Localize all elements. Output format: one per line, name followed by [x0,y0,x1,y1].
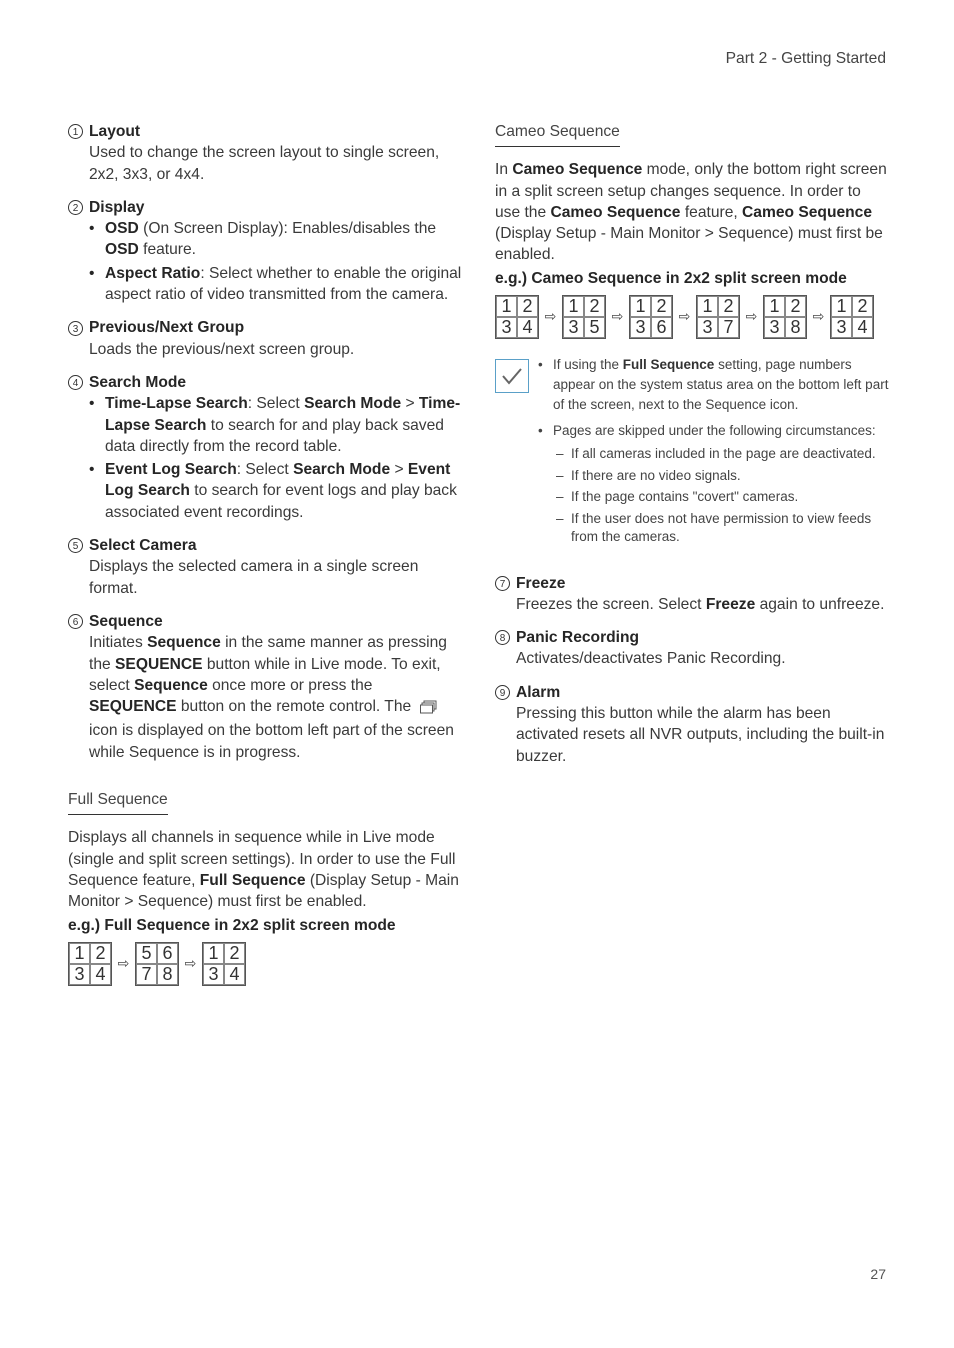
example-label: e.g.) Full Sequence in 2x2 split screen mode [68,916,396,934]
split-screen-grid [202,942,246,986]
arrow-right-icon: ⇨ [611,308,624,325]
number-badge: 7 [495,576,510,591]
section-body: Used to change the screen layout to single screen, 2x2, 3x3, or 4x4. [89,144,440,183]
grid-cell: 3 [69,964,90,985]
section-full-sequence [68,789,463,986]
split-screen-grid [562,295,606,339]
note-dash-item: – If the page contains "covert" cameras. [556,489,799,505]
split-screen-grid [830,295,874,339]
grid-cell: 3 [203,964,224,985]
number-badge: 6 [68,614,83,629]
section-body: In Cameo Sequence mode, only the bottom right screen in a split screen setup changes sequence. In order to use the Cameo Sequence feature, Cameo Sequence (Display Setup - Main Monitor > Sequence) must first be enabled. [495,161,887,264]
section-title: Display [89,198,145,216]
grid-cell: 2 [90,943,111,964]
split-screen-grid [629,295,673,339]
grid-cell: 7 [718,317,739,338]
grid-cell: 4 [224,964,245,985]
grid-cell: 2 [852,296,873,317]
split-screen-grid [68,942,112,986]
section-title: Select Camera [89,537,197,555]
arrow-right-icon: ⇨ [184,955,197,972]
full-sequence-diagram [68,942,463,986]
section-title: Previous/Next Group [89,319,245,337]
grid-cell: 2 [584,296,605,317]
grid-cell: 2 [517,296,538,317]
section-previous-next-group [68,317,463,360]
section-title: Sequence [89,612,163,630]
section-search-mode [68,372,463,523]
grid-cell: 1 [496,296,517,317]
section-body: Displays all channels in sequence while in Live mode (single and split screen settings). In order to use the Full Sequence feature, Full Sequence (Display Setup - Main Monitor > Sequence) must first be enabled. [68,829,459,911]
number-badge: 1 [68,124,83,139]
right-column [495,121,890,779]
grid-cell: 3 [831,317,852,338]
section-alarm [495,682,890,767]
grid-cell: 5 [136,943,157,964]
grid-cell: 2 [651,296,672,317]
section-select-camera [68,535,463,599]
arrow-right-icon: ⇨ [117,955,130,972]
section-layout [68,121,463,185]
grid-cell: 1 [630,296,651,317]
grid-cell: 2 [718,296,739,317]
note-dash-item: – If the user does not have permission to view feeds from the cameras. [556,510,872,545]
grid-cell: 1 [764,296,785,317]
section-title: Panic Recording [516,629,640,647]
section-title: Layout [89,123,141,140]
grid-cell: 1 [563,296,584,317]
note-bullet: • If using the Full Sequence setting, page numbers appear on the system status area on the bottom left part of the screen, next to the Sequence icon. [538,357,889,413]
bullet-item: • Event Log Search: Select Search Mode > Event Log Search to search for event logs and play back associated event recordings. [89,461,457,521]
grid-cell: 1 [203,943,224,964]
grid-cell: 3 [630,317,651,338]
bullet-item: • OSD (On Screen Display): Enables/disables the OSD feature. [89,220,437,259]
grid-cell: 6 [157,943,178,964]
grid-cell: 3 [496,317,517,338]
grid-cell: 4 [852,317,873,338]
grid-cell: 1 [697,296,718,317]
section-freeze [495,573,890,616]
grid-cell: 2 [785,296,806,317]
number-badge: 2 [68,200,83,215]
page-number: 27 [870,1266,886,1282]
grid-cell: 2 [224,943,245,964]
note-dash-item: – If there are no video signals. [556,467,741,483]
section-display [68,197,463,305]
section-body: Activates/deactivates Panic Recording. [516,650,786,668]
section-body: Pressing this button while the alarm has been activated resets all NVR outputs, including the built-in buzzer. [516,705,885,765]
sequence-icon [420,699,438,720]
grid-cell: 4 [517,317,538,338]
number-badge: 8 [495,630,510,645]
grid-cell: 3 [697,317,718,338]
section-cameo-sequence [495,121,890,339]
split-screen-grid [135,942,179,986]
grid-cell: 3 [563,317,584,338]
section-body: Initiates Sequence in the same manner as pressing the SEQUENCE button while in Live mode. To exit, select Sequence once more or press the SEQUENCE button on the remote control. The icon is displayed on the bottom left part of the screen while Sequence is in progress. [89,634,454,761]
arrow-right-icon: ⇨ [812,308,825,325]
section-title: Search Mode [89,373,187,391]
grid-cell: 4 [90,964,111,985]
left-column [68,121,463,986]
section-body: Freezes the screen. Select Freeze again to unfreeze. [516,595,885,613]
note-dash-item: – If all cameras included in the page are deactivated. [556,446,876,462]
number-badge: 9 [495,685,510,700]
grid-cell: 1 [831,296,852,317]
bullet-item: • Aspect Ratio: Select whether to enable the original aspect ratio of video transmitted from the camera. [89,264,462,304]
split-screen-grid [763,295,807,339]
grid-cell: 7 [136,964,157,985]
arrow-right-icon: ⇨ [544,308,557,325]
subsection-heading: Cameo Sequence [495,121,620,147]
number-badge: 4 [68,375,83,390]
grid-cell: 1 [69,943,90,964]
bullet-item: • Time-Lapse Search: Select Search Mode > Time-Lapse Search to search for and play back saved data directly from the record table. [89,395,461,455]
grid-cell: 5 [584,317,605,338]
section-body: Displays the selected camera in a single screen format. [89,558,419,597]
page-header-title: Part 2 - Getting Started [725,50,886,67]
arrow-right-icon: ⇨ [678,308,691,325]
note-box [495,355,890,547]
section-title: Alarm [516,683,561,701]
grid-cell: 8 [785,317,806,338]
number-badge: 5 [68,538,83,553]
number-badge: 3 [68,321,83,336]
cameo-sequence-diagram [495,295,890,339]
split-screen-grid [495,295,539,339]
grid-cell: 6 [651,317,672,338]
example-label: e.g.) Cameo Sequence in 2x2 split screen mode [495,269,847,287]
grid-cell: 3 [764,317,785,338]
grid-cell: 8 [157,964,178,985]
section-title: Freeze [516,574,566,592]
arrow-right-icon: ⇨ [745,308,758,325]
section-sequence [68,611,463,763]
subsection-heading: Full Sequence [68,789,168,815]
note-bullet: • Pages are skipped under the following circumstances: [538,423,876,439]
section-panic-recording [495,627,890,670]
split-screen-grid [696,295,740,339]
section-body: Loads the previous/next screen group. [89,340,355,358]
